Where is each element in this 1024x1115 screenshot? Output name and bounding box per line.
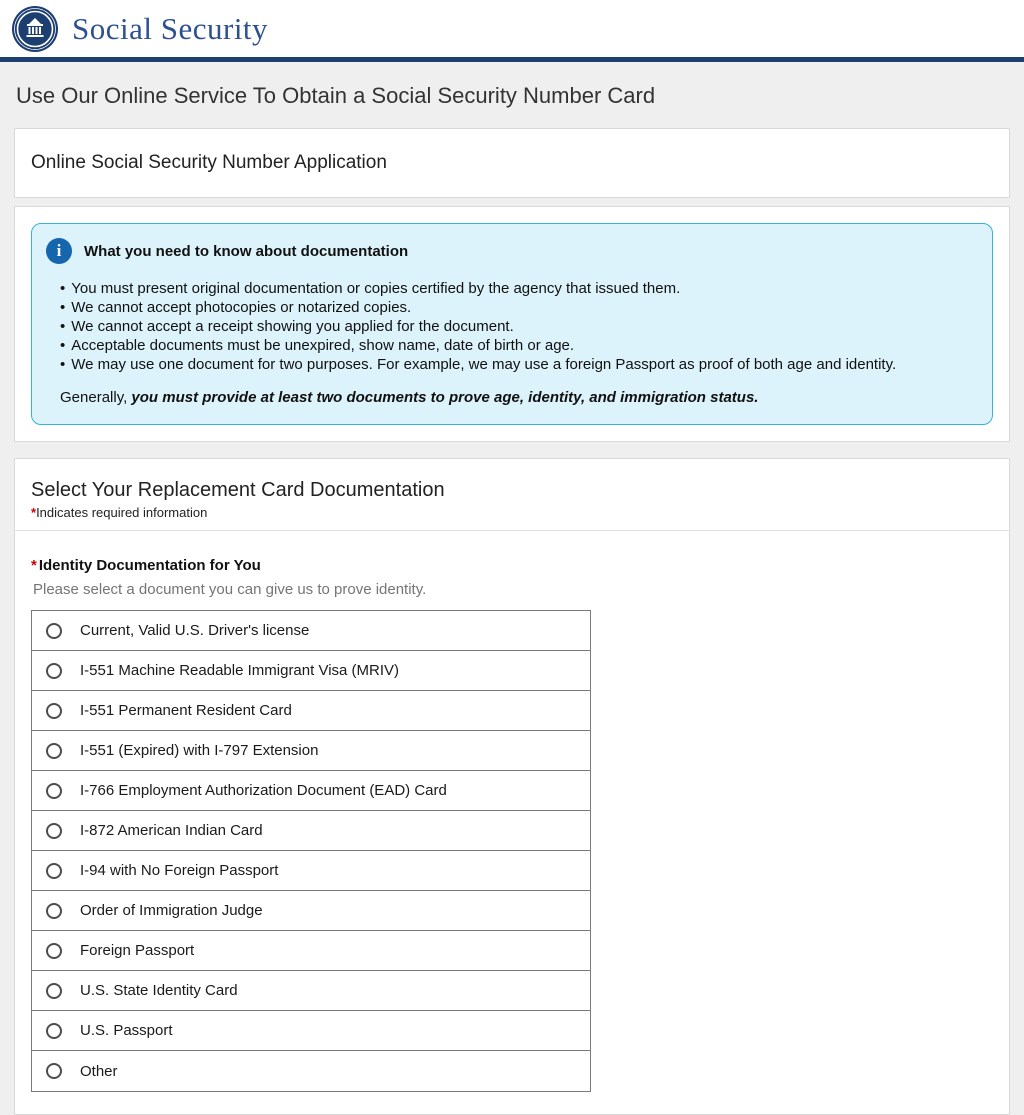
identity-doc-radio[interactable] [46, 903, 62, 919]
info-bullet: • We cannot accept a receipt showing you applied for the document. [60, 317, 972, 336]
identity-doc-option-label: Other [80, 1062, 118, 1080]
required-asterisk: * [31, 505, 37, 520]
required-asterisk: * [31, 557, 37, 574]
identity-doc-option-label: I-94 with No Foreign Passport [80, 862, 279, 879]
info-bullet: • We may use one document for two purposes. For example, we may use a foreign Passport as proof of both age and identity. [60, 355, 972, 374]
identity-doc-option-row[interactable] [32, 891, 590, 931]
info-bullet-list [60, 279, 972, 374]
info-summary-emphasis: you must provide at least two documents to prove age, identity, and immigration status. [131, 389, 759, 406]
identity-doc-option-label: I-551 Permanent Resident Card [80, 702, 292, 719]
info-summary-prefix: Generally, [60, 389, 132, 406]
identity-doc-option-row[interactable] [32, 811, 590, 851]
identity-doc-option-row[interactable] [32, 1011, 590, 1051]
info-bullet: • We cannot accept photocopies or notarized copies. [60, 298, 972, 317]
required-note [31, 505, 993, 520]
identity-doc-option-row[interactable] [32, 931, 590, 971]
identity-doc-option-row[interactable] [32, 1051, 590, 1091]
identity-doc-option-label: I-551 Machine Readable Immigrant Visa (MRIV) [80, 662, 400, 679]
replacement-card-title: Select Your Replacement Card Documentation [31, 479, 445, 501]
identity-doc-radio[interactable] [46, 983, 62, 999]
info-bullet: • Acceptable documents must be unexpired, show name, date of birth or age. [60, 336, 972, 355]
identity-doc-option-row[interactable] [32, 851, 590, 891]
identity-doc-option-label: I-551 (Expired) with I-797 Extension [80, 742, 319, 759]
identity-doc-option-row[interactable] [32, 611, 590, 651]
identity-doc-option-label: I-872 American Indian Card [80, 822, 263, 839]
info-box-header [46, 238, 972, 264]
identity-doc-radio[interactable] [46, 863, 62, 879]
identity-doc-option-label: I-766 Employment Authorization Document (EAD) Card [80, 782, 447, 799]
application-title-panel [14, 128, 1010, 198]
site-header [0, 0, 1024, 62]
identity-doc-radio[interactable] [46, 783, 62, 799]
replacement-card-panel [14, 458, 1010, 1115]
identity-doc-radio[interactable] [46, 743, 62, 759]
page-title: Use Our Online Service To Obtain a Social Security Number Card [16, 83, 656, 108]
identity-doc-options [31, 610, 591, 1092]
identity-doc-option-label: Foreign Passport [80, 942, 195, 959]
required-note-text: Indicates required information [36, 505, 208, 520]
identity-doc-option-row[interactable] [32, 731, 590, 771]
identity-doc-radio[interactable] [46, 623, 62, 639]
identity-doc-radio[interactable] [46, 663, 62, 679]
identity-doc-option-label: Current, Valid U.S. Driver's license [80, 622, 310, 639]
application-title: Online Social Security Number Application [31, 152, 387, 173]
documentation-info-panel [14, 206, 1010, 442]
identity-doc-option-row[interactable] [32, 691, 590, 731]
info-bullet: • You must present original documentation or copies certified by the agency that issued them. [60, 279, 972, 298]
identity-doc-radio[interactable] [46, 943, 62, 959]
question-instruction: Please select a document you can give us to prove identity. [33, 581, 427, 598]
identity-doc-radio[interactable] [46, 1023, 62, 1039]
info-summary [60, 389, 972, 406]
identity-doc-radio[interactable] [46, 823, 62, 839]
identity-doc-option-row[interactable] [32, 771, 590, 811]
info-box-title: What you need to know about documentation [84, 242, 409, 260]
identity-doc-option-label: U.S. State Identity Card [80, 982, 238, 999]
info-box [31, 223, 993, 425]
ssa-seal-icon [12, 6, 58, 52]
identity-doc-option-row[interactable] [32, 971, 590, 1011]
question-label [31, 557, 993, 574]
info-icon: i [46, 238, 72, 264]
replacement-card-header [15, 459, 1009, 531]
identity-doc-option-label: U.S. Passport [80, 1022, 173, 1039]
identity-documentation-question [15, 531, 1009, 1092]
brand-wordmark: Social Security [72, 10, 269, 46]
identity-doc-radio[interactable] [46, 1063, 62, 1079]
question-label-text: Identity Documentation for You [38, 557, 261, 574]
identity-doc-option-label: Order of Immigration Judge [80, 902, 263, 919]
identity-doc-radio[interactable] [46, 703, 62, 719]
identity-doc-option-row[interactable] [32, 651, 590, 691]
